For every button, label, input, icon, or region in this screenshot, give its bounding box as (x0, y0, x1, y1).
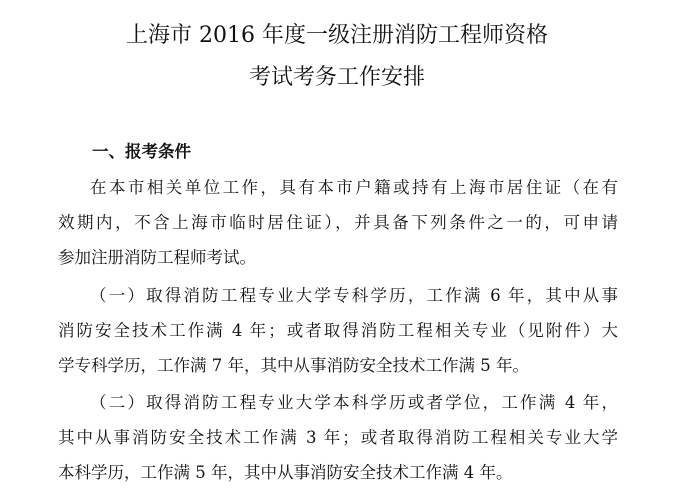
paragraph-2-line-2: 消防安全技术工作满 4 年；或者取得消防工程相关专业（见附件）大 (58, 321, 618, 340)
paragraph-2-line-1: （一）取得消防工程专业大学专科学历，工作满 6 年，其中从事 (90, 286, 618, 305)
section-heading-eligibility: 一、报考条件 (92, 142, 191, 161)
paragraph-3-line-3: 本科学历，工作满 5 年，其中从事消防安全技术工作满 4 年。 (58, 463, 513, 482)
paragraph-1-line-2: 效期内，不含上海市临时居住证），并具备下列条件之一的，可申请 (58, 213, 618, 232)
paragraph-1-line-1: 在本市相关单位工作，具有本市户籍或持有上海市居住证（在有 (90, 178, 618, 197)
paragraph-1-line-3: 参加注册消防工程师考试。 (58, 248, 256, 267)
document-title-line-2: 考试考务工作安排 (248, 65, 425, 90)
document-title-line-1: 上海市 2016 年度一级注册消防工程师资格 (126, 23, 548, 48)
paragraph-3-line-1: （二）取得消防工程专业大学本科学历或者学位，工作满 4 年， (90, 393, 618, 412)
paragraph-2-line-3: 学专科学历，工作满 7 年，其中从事消防安全技术工作满 5 年。 (58, 356, 529, 375)
paragraph-3-line-2: 其中从事消防安全技术工作满 3 年；或者取得消防工程相关专业大学 (58, 428, 618, 447)
